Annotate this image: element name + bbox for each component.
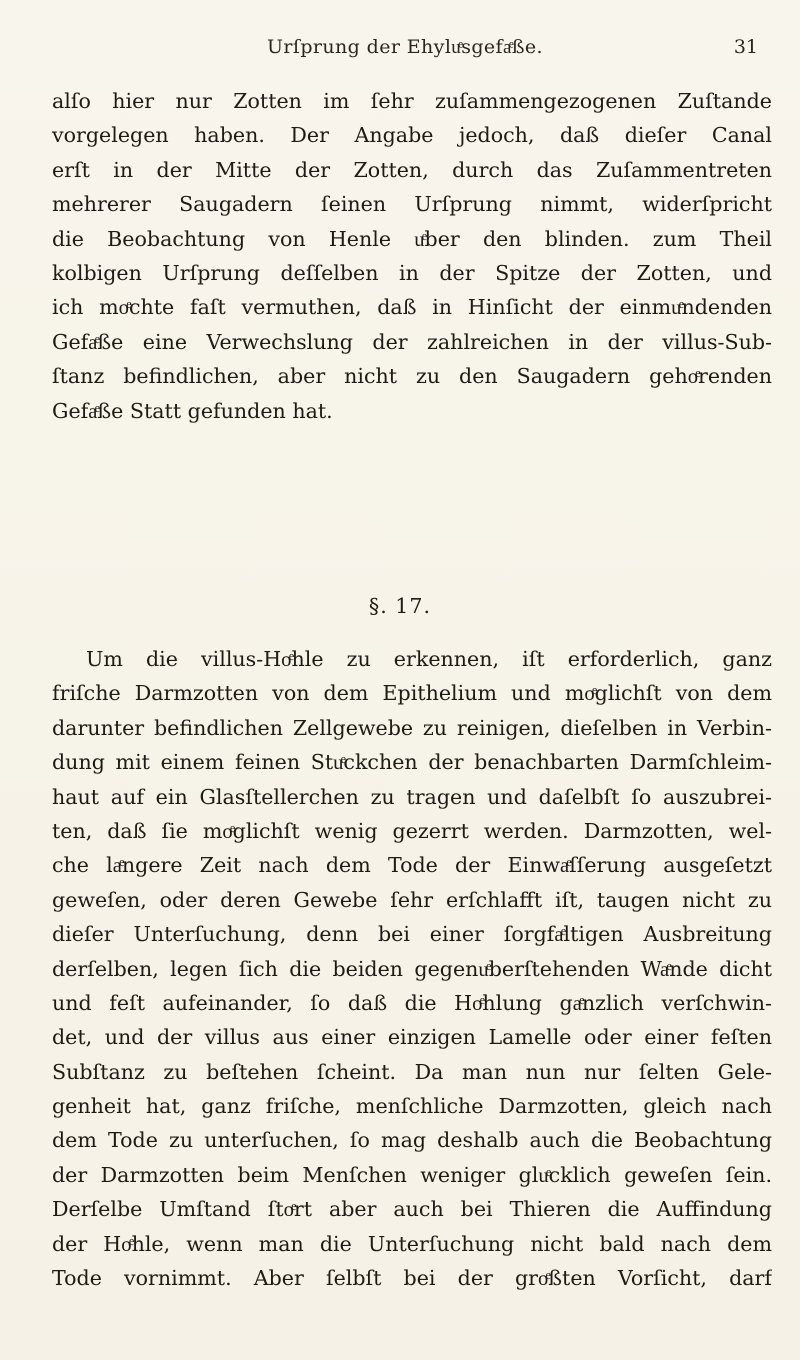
text-line: erſt in der Mitte der Zotten, durch das Zuſammentreten: [52, 157, 772, 182]
text-line: kolbigen Urſprung deſſelben in der Spitze der Zotten, und: [52, 260, 772, 285]
text-line: geweſen, oder deren Gewebe ſehr erſchlafft iſt, taugen nicht zu: [52, 887, 772, 912]
text-line: genheit hat, ganz friſche, menſchliche Darmzotten, gleich nach: [52, 1094, 772, 1119]
paragraph-1: [52, 84, 772, 428]
text-line: alſo hier nur Zotten im ſehr zuſammengezogenen Zuſtande: [52, 89, 772, 113]
text-line: det, und der villus aus einer einzigen Lamelle oder einer feſten: [52, 1025, 772, 1050]
text-line: Derſelbe Umſtand ſtoͤrt aber auch bei Thieren die Auffindung: [52, 1197, 772, 1222]
page-number: 31: [733, 36, 758, 58]
paragraph-2: [52, 642, 772, 1295]
text-line: friſche Darmzotten von dem Epithelium und moͤglichſt von dem: [52, 681, 772, 706]
text-line: darunter befindlichen Zellgewebe zu reinigen, dieſelben in Verbin-: [52, 715, 772, 740]
text-line: Gefaͤße eine Verwechslung der zahlreichen in der villus-Sub-: [52, 329, 772, 354]
text-line: vorgelegen haben. Der Angabe jedoch, daß dieſer Canal: [52, 123, 772, 148]
text-line: dung mit einem feinen Stuͤckchen der benachbarten Darmſchleim-: [52, 750, 772, 775]
text-line: mehrerer Saugadern ſeinen Urſprung nimmt, widerſpricht: [52, 192, 772, 217]
text-line: dieſer Unterſuchung, denn bei einer ſorgfaͤltigen Ausbreitung: [52, 922, 772, 947]
text-line: Subſtanz zu beſtehen ſcheint. Da man nun nur ſelten Gele-: [52, 1059, 772, 1084]
text-line: che laͤngere Zeit nach dem Tode der Einwaͤſſerung ausgeſetzt: [52, 853, 772, 878]
running-head: [52, 36, 758, 64]
text-line: Tode vornimmt. Aber ſelbſt bei der groͤßten Vorſicht, darf: [52, 1266, 772, 1291]
text-line: Gefaͤße Statt gefunden hat.: [52, 398, 333, 423]
text-line: der Hoͤhle, wenn man die Unterſuchung nicht bald nach dem: [52, 1231, 772, 1256]
text-line: ten, daß ſie moͤglichſt wenig gezerrt werden. Darmzotten, wel-: [52, 818, 772, 843]
running-title: Urſprung der Ehyluͤsgefaͤße.: [267, 36, 543, 58]
text-line: ich moͤchte faſt vermuthen, daß in Hinſicht der einmuͤndenden: [52, 295, 772, 320]
text-line: haut auf ein Glasſtellerchen zu tragen und daſelbſt ſo auszubrei-: [52, 784, 772, 809]
section-heading: §. 17.: [368, 594, 432, 618]
text-line: die Beobachtung von Henle uͤber den blinden. zum Theil: [52, 226, 772, 251]
text-line: der Darmzotten beim Menſchen weniger gluͤcklich geweſen ſein.: [52, 1162, 772, 1187]
text-line: und feſt aufeinander, ſo daß die Hoͤhlung gaͤnzlich verſchwin-: [52, 990, 772, 1015]
text-line: ſtanz befindlichen, aber nicht zu den Saugadern gehoͤrenden: [52, 364, 772, 389]
text-line: derſelben, legen ſich die beiden gegenuͤberſtehenden Waͤnde dicht: [52, 956, 772, 981]
text-line: dem Tode zu unterſuchen, ſo mag deshalb auch die Beobachtung: [52, 1128, 772, 1153]
text-line: Um die villus-Hoͤhle zu erkennen, iſt erforderlich, ganz: [86, 647, 772, 671]
